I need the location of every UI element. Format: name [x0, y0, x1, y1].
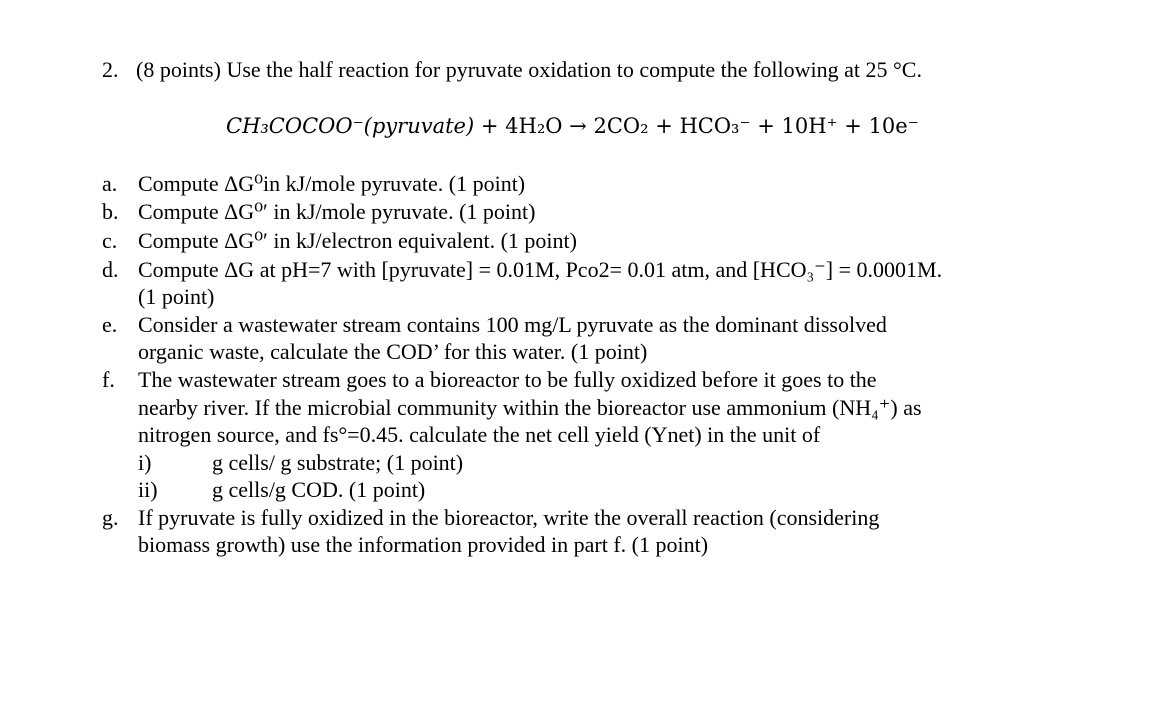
part-c-label: c. — [102, 228, 118, 253]
part-f-text-line-3: nitrogen source, and fs°=0.45. calculate the net cell yield (Ynet) in the unit of — [138, 422, 821, 447]
part-d-label: d. — [102, 257, 119, 282]
part-b-text: Compute ΔG⁰′ in kJ/mole pyruvate. (1 point) — [138, 199, 536, 224]
part-g-text-line-2: biomass growth) use the information provided in part f. (1 point) — [138, 532, 709, 557]
half-reaction-equation — [226, 112, 919, 140]
question-number: 2. — [102, 57, 119, 82]
part-f-subpart-i-text: g cells/ g substrate; (1 point) — [212, 450, 464, 475]
equation-lhs-name: (pyruvate) — [363, 114, 475, 138]
equation-arrow: → — [569, 114, 587, 138]
part-f-subpart-ii-label: ii) — [138, 477, 158, 502]
part-c-text: Compute ΔG⁰′ in kJ/electron equivalent. (1 point) — [138, 228, 577, 253]
part-f-label: f. — [102, 367, 115, 392]
part-f-text-line-1: The wastewater stream goes to a bioreactor to be fully oxidized before it goes to the — [138, 367, 877, 392]
part-a-label: a. — [102, 171, 118, 196]
part-f-subpart-i-label: i) — [138, 450, 152, 475]
part-d-text-line-1: Compute ΔG at pH=7 with [pyruvate] = 0.01M, Pco2= 0.01 atm, and [HCO₃⁻] = 0.0001M. — [138, 257, 943, 282]
part-g-text-line-1: If pyruvate is fully oxidized in the bioreactor, write the overall reaction (considering — [138, 505, 880, 530]
part-e-label: e. — [102, 312, 118, 337]
part-g-label: g. — [102, 505, 119, 530]
part-b-label: b. — [102, 199, 119, 224]
part-e-text-line-2: organic waste, calculate the COD’ for this water. (1 point) — [138, 339, 648, 364]
equation-rhs: 2CO₂ + HCO₃⁻ + 10H⁺ + 10e⁻ — [593, 114, 919, 138]
part-e-text-line-1: Consider a wastewater stream contains 100 mg/L pyruvate as the dominant dissolved — [138, 312, 887, 337]
part-f-subpart-ii-text: g cells/g COD. (1 point) — [212, 477, 426, 502]
part-a-text: Compute ΔG⁰in kJ/mole pyruvate. (1 point) — [138, 171, 526, 196]
equation-lhs-species: CH₃COCOO⁻ — [226, 114, 364, 138]
part-d-text-line-2: (1 point) — [138, 284, 215, 309]
question-intro: (8 points) Use the half reaction for pyruvate oxidation to compute the following at 25 °C. — [136, 57, 922, 82]
equation-lhs-rest: + 4H₂O — [480, 114, 563, 138]
part-f-text-line-2: nearby river. If the microbial community within the bioreactor use ammonium (NH₄⁺) as — [138, 395, 922, 420]
